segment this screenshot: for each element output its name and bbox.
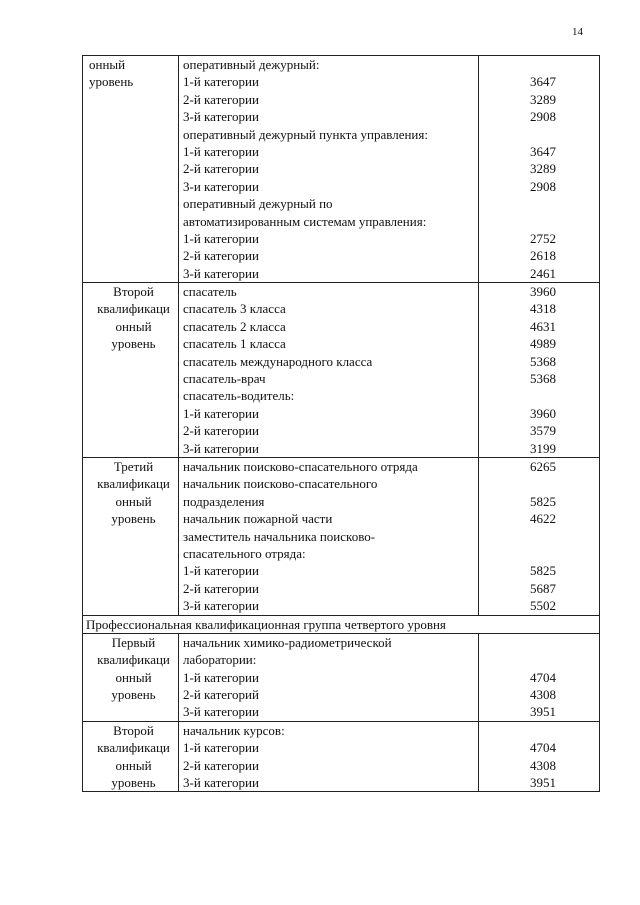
position-text: 1-й категории [183,405,259,421]
position-text: 2-й категории [183,161,259,177]
salary-value: 3289 [530,91,556,107]
salary-value: 4622 [530,511,556,527]
salary-value [479,545,556,562]
salary-value: 4308 [530,757,556,773]
salary-cell [479,633,600,721]
position-text: спасатель [183,284,237,300]
salary-value: 2618 [530,248,556,264]
level-text: квалификаци [97,652,170,668]
position-text: оперативный дежурный: [183,57,320,72]
level-text: Второй [113,722,154,738]
position-text: 2-й категории [183,580,259,596]
position-text: 3-й категории [183,704,259,720]
salary-value: 3289 [530,161,556,177]
position-text: 1-й категории [183,563,259,579]
salary-table [82,55,600,792]
salary-value [479,651,556,668]
salary-value: 6265 [530,458,556,474]
position-text: спасатель-водитель: [183,388,295,404]
position-text: спасатель международного класса [183,353,373,369]
position-cell [179,283,479,458]
position-text: спасатель 3 класса [183,301,286,317]
position-text: спасатель 1 класса [183,336,286,352]
salary-cell [479,457,600,615]
position-text: 3-й категории [183,440,259,456]
salary-value: 3951 [530,704,556,720]
position-text: 3-й категории [183,598,259,614]
level-text: онный [115,318,152,334]
salary-value [479,195,556,212]
position-text: оперативный дежурный пункта управления: [183,126,428,142]
level-text: Третий [113,458,154,474]
section-third-level [83,457,600,615]
page-number: 14 [572,26,583,38]
salary-value: 5825 [530,563,556,579]
salary-value: 3647 [530,74,556,90]
salary-value: 3960 [530,284,556,300]
salary-value: 5687 [530,580,556,596]
salary-value: 3647 [530,143,556,159]
level-text: Второй [113,284,154,300]
position-text: 3-й категории [183,775,259,791]
salary-value: 4308 [530,687,556,703]
group-header-row [83,615,600,633]
position-text: спасательного отряда: [183,545,306,561]
salary-value [479,722,556,739]
salary-value [479,126,556,143]
salary-value: 5368 [530,371,556,387]
level-text: уровень [89,74,134,90]
salary-value [479,213,556,230]
salary-value: 2908 [530,109,556,125]
position-text: 3-й категории [183,109,259,125]
position-text: 3-й категории [183,265,259,281]
level-text: уровень [111,775,156,791]
position-text: начальник поисково-спасательного отряда [183,458,418,474]
position-cell [179,56,479,283]
salary-value: 2752 [530,230,556,246]
section-group4-first [83,633,600,721]
level-text: онный [115,757,152,773]
section-top [83,56,600,283]
level-cell [83,283,179,458]
position-text: подразделения [183,493,265,509]
salary-value: 4704 [530,669,556,685]
position-text: 2-й категорий [183,687,259,703]
position-cell [179,633,479,721]
position-cell [179,721,479,792]
salary-value [479,475,556,492]
salary-value [479,528,556,545]
level-text: уровень [111,336,156,352]
position-text: начальник поисково-спасательного [183,476,378,492]
level-text: онный [89,57,126,72]
salary-value: 3579 [530,423,556,439]
level-text: уровень [111,687,156,703]
salary-value: 4989 [530,336,556,352]
position-text: 1-й категории [183,143,259,159]
position-text: начальник пожарной части [183,511,333,527]
section-group4-second [83,721,600,792]
salary-value: 3951 [530,775,556,791]
position-text: начальник химико-радиометрической [183,634,392,650]
salary-cell [479,721,600,792]
level-cell [83,721,179,792]
position-text: 3-и категории [183,178,259,194]
salary-cell [479,283,600,458]
level-text: онный [115,493,152,509]
level-cell [83,56,179,283]
salary-value: 5502 [530,598,556,614]
salary-value: 5368 [530,353,556,369]
position-text: начальник курсов: [183,722,285,738]
level-text: квалификаци [97,476,170,492]
level-cell [83,633,179,721]
position-text: спасатель-врач [183,371,266,387]
level-text: Первый [111,634,156,650]
position-text: 1-й категории [183,230,259,246]
salary-value [479,387,556,404]
position-text: 1-й категории [183,669,259,685]
position-text: 2-й категории [183,91,259,107]
level-text: квалификаци [97,301,170,317]
salary-value: 4631 [530,318,556,334]
salary-value [479,634,556,651]
salary-value: 3199 [530,440,556,456]
position-text: 2-й категории [183,423,259,439]
position-text: автоматизированным системам управления: [183,213,427,229]
salary-value [479,56,556,73]
position-text: 2-й категории [183,757,259,773]
salary-value: 2461 [530,265,556,281]
position-text: спасатель 2 класса [183,318,286,334]
salary-value: 2908 [530,178,556,194]
salary-value: 4704 [530,740,556,756]
level-text: онный [115,669,152,685]
salary-cell [479,56,600,283]
section-second-level [83,283,600,458]
position-text: 2-й категории [183,248,259,264]
group-header: Профессиональная квалификационная группа четвертого уровня [83,615,600,633]
salary-value: 3960 [530,405,556,421]
position-text: заместитель начальника поисково- [183,528,376,544]
position-cell [179,457,479,615]
position-text: оперативный дежурный по [183,196,333,212]
salary-value: 5825 [530,493,556,509]
level-text: квалификаци [97,740,170,756]
level-cell [83,457,179,615]
level-text: уровень [111,511,156,527]
position-text: 1-й категории [183,74,259,90]
salary-value: 4318 [530,301,556,317]
position-text: лаборатории: [183,652,257,668]
position-text: 1-й категории [183,740,259,756]
